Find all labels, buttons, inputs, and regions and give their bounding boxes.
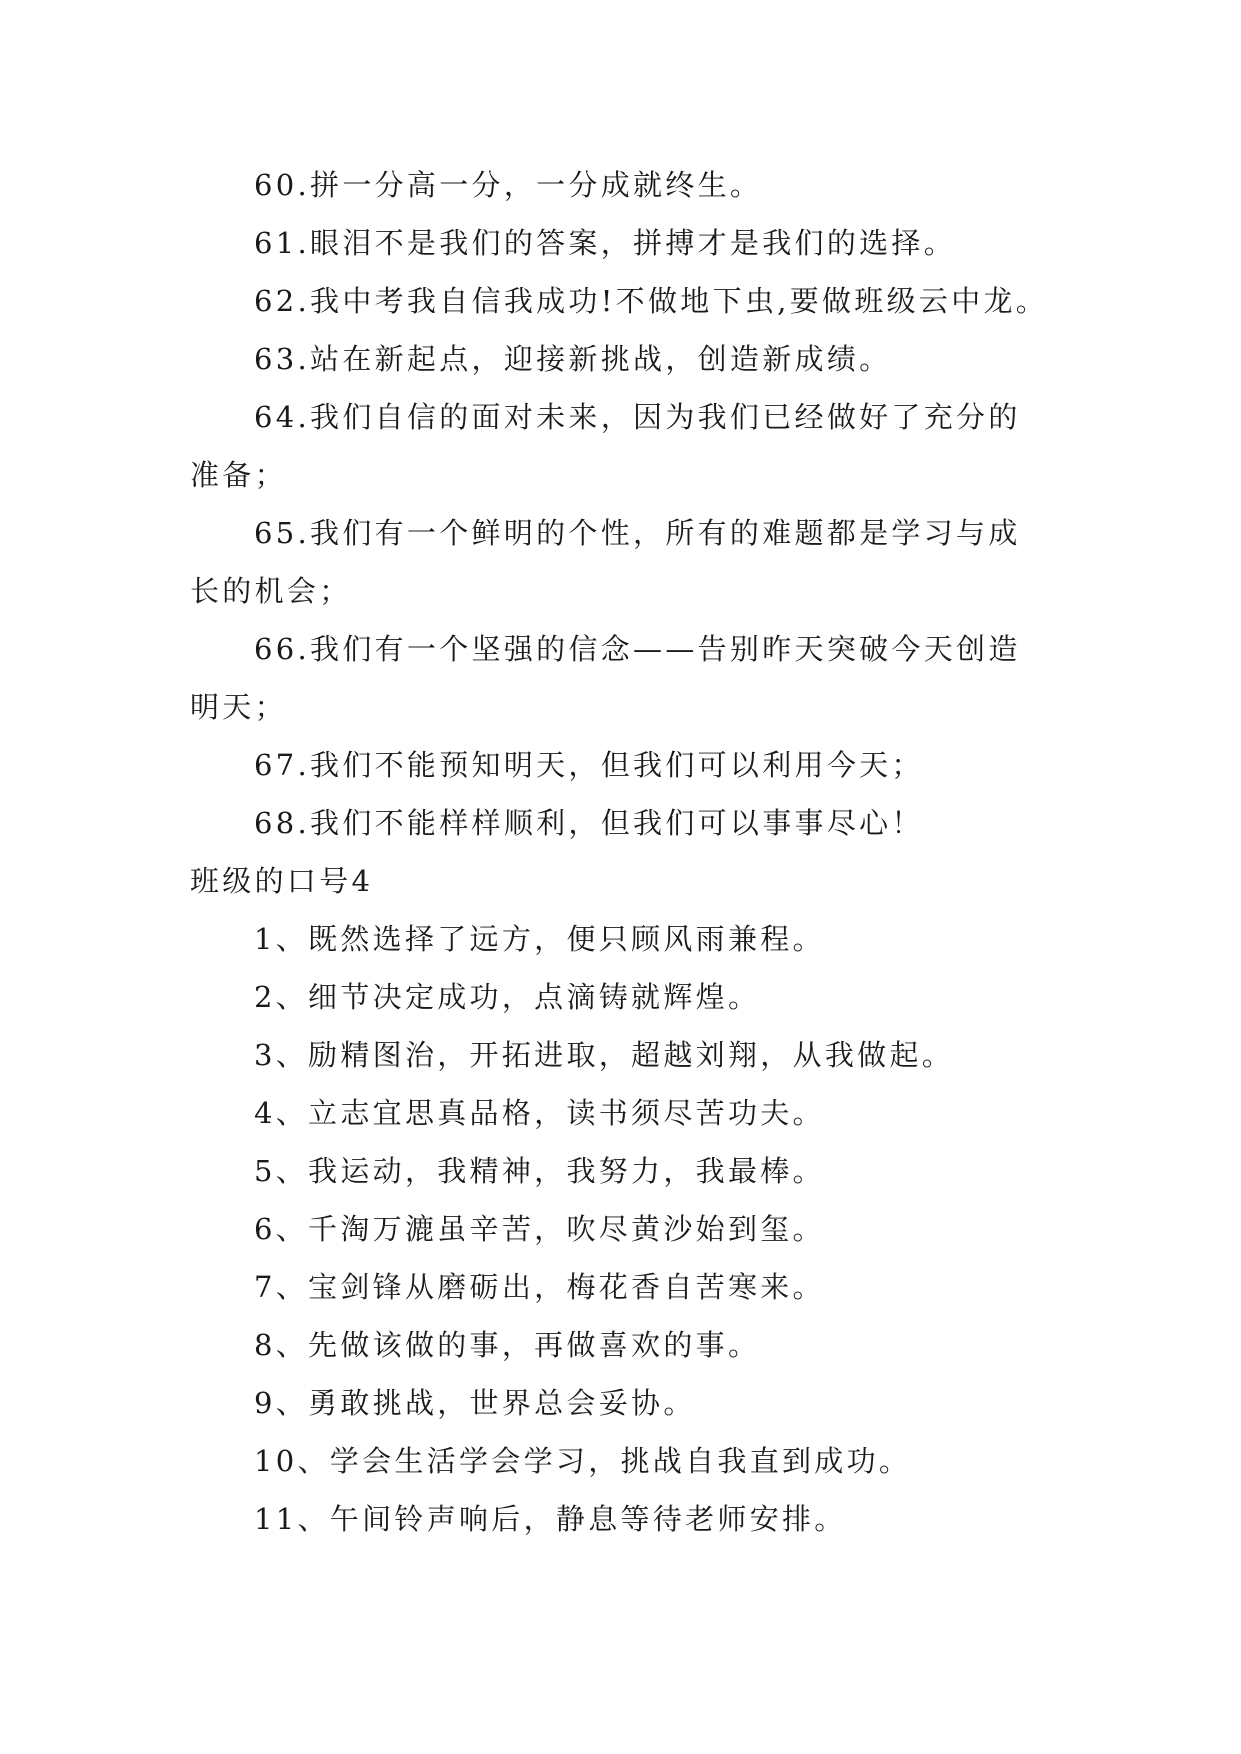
slogan-item: 3、励精图治，开拓进取，超越刘翔，从我做起。 <box>254 1038 955 1072</box>
slogan-item: 7、宝剑锋从磨砺出，梅花香自苦寒来。 <box>254 1270 825 1304</box>
slogan-item: 9、勇敢挑战，世界总会妥协。 <box>254 1386 696 1420</box>
slogan-item: 66.我们有一个坚强的信念——告别昨天突破今天创造明天； <box>190 632 1021 724</box>
slogan-item: 62.我中考我自信我成功!不做地下虫,要做班级云中龙。 <box>254 284 1049 318</box>
slogan-item: 63.站在新起点，迎接新挑战，创造新成绩。 <box>254 342 892 376</box>
slogan-item: 4、立志宜思真品格，读书须尽苦功夫。 <box>254 1096 825 1130</box>
slogan-item: 8、先做该做的事，再做喜欢的事。 <box>254 1328 761 1362</box>
slogan-item: 10、学会生活学会学习，挑战自我直到成功。 <box>254 1444 912 1478</box>
slogan-item: 11、午间铃声响后，静息等待老师安排。 <box>254 1502 847 1536</box>
slogan-item: 60.拼一分高一分，一分成就终生。 <box>254 168 763 202</box>
slogan-item: 2、细节决定成功，点滴铸就辉煌。 <box>254 980 761 1014</box>
slogan-item: 67.我们不能预知明天，但我们可以利用今天； <box>254 748 924 782</box>
slogan-item: 5、我运动，我精神，我努力，我最棒。 <box>254 1154 825 1188</box>
slogan-item: 65.我们有一个鲜明的个性，所有的难题都是学习与成长的机会； <box>190 516 1021 608</box>
slogan-item: 6、千淘万漉虽辛苦，吹尽黄沙始到玺。 <box>254 1212 825 1246</box>
slogan-item: 1、既然选择了远方，便只顾风雨兼程。 <box>254 922 825 956</box>
slogan-item: 68.我们不能样样顺利，但我们可以事事尽心！ <box>254 806 924 840</box>
document-body <box>190 156 1050 1548</box>
section-heading: 班级的口号4 <box>190 864 374 898</box>
slogan-item: 64.我们自信的面对未来，因为我们已经做好了充分的准备； <box>190 400 1021 492</box>
slogan-item: 61.眼泪不是我们的答案，拼搏才是我们的选择。 <box>254 226 957 260</box>
